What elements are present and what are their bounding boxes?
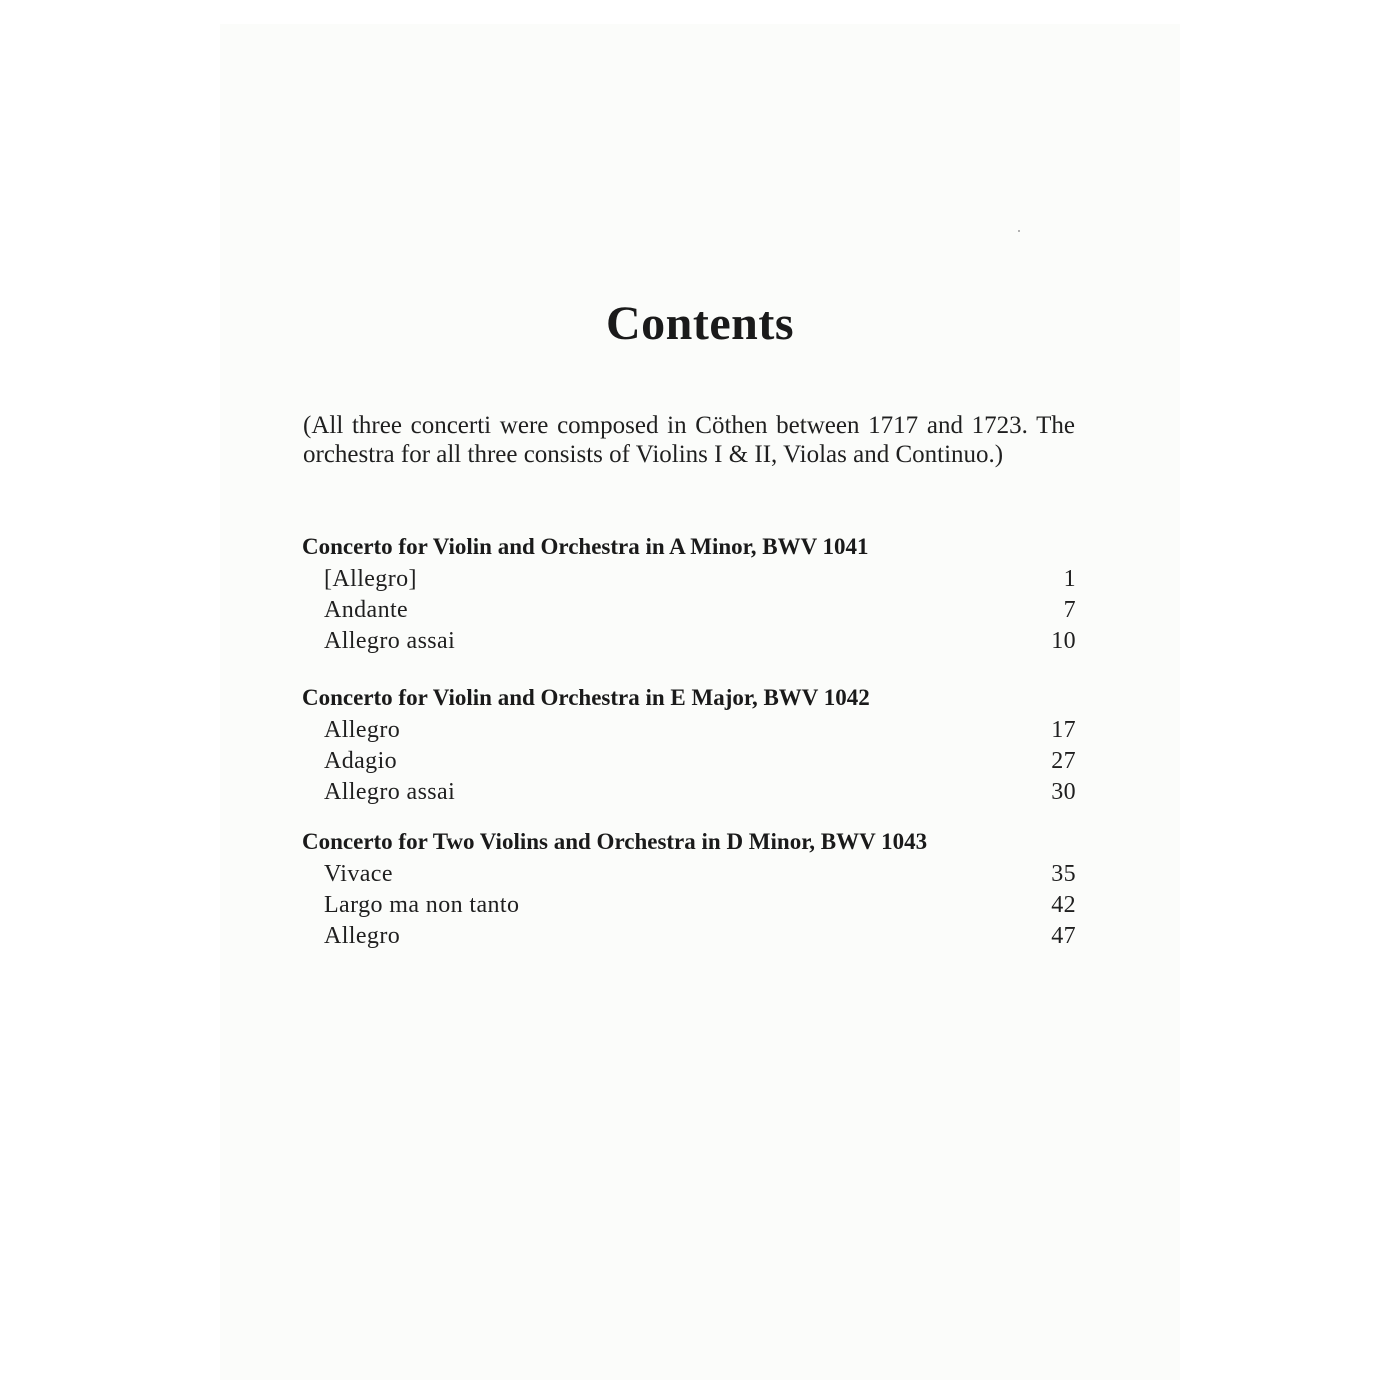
page-number: 17 xyxy=(1051,717,1076,743)
movement-name: Adagio xyxy=(324,748,398,774)
page-number: 30 xyxy=(1051,779,1076,805)
intro-paragraph: (All three concerti were composed in Cöthen between 1717 and 1723. The orchestra for all three consists of Violins I & II, Violas and Continuo.) xyxy=(303,412,1075,468)
movement-name: Allegro assai xyxy=(324,628,456,654)
page-number: 10 xyxy=(1051,628,1076,654)
movement-name: Allegro xyxy=(324,717,401,743)
movement-name: Allegro xyxy=(324,923,401,949)
page-number: 7 xyxy=(1063,597,1076,623)
movement-name: Allegro assai xyxy=(324,779,456,805)
paper-speck xyxy=(1018,230,1020,232)
movement-name: Largo ma non tanto xyxy=(324,892,520,918)
page-title: Contents xyxy=(605,297,794,350)
toc-entry xyxy=(302,595,1076,626)
toc-entry xyxy=(302,890,1076,921)
toc-entry xyxy=(302,859,1076,890)
toc-entry xyxy=(302,715,1076,746)
page-number: 47 xyxy=(1051,923,1076,949)
section-title: Concerto for Violin and Orchestra in E Major, BWV 1042 xyxy=(302,685,870,710)
section-title: Concerto for Two Violins and Orchestra in D Minor, BWV 1043 xyxy=(302,829,928,854)
toc-entry xyxy=(302,777,1076,808)
toc-entry xyxy=(302,564,1076,595)
section-bwv-1041 xyxy=(302,532,1076,657)
movement-name: Andante xyxy=(324,597,409,623)
document-page xyxy=(220,24,1180,1380)
toc-entry xyxy=(302,921,1076,952)
section-bwv-1043 xyxy=(302,827,1076,952)
movement-name: Vivace xyxy=(324,861,393,887)
toc-entry xyxy=(302,746,1076,777)
page-number: 1 xyxy=(1063,566,1076,592)
section-title: Concerto for Violin and Orchestra in A Minor, BWV 1041 xyxy=(302,534,869,559)
page-number: 35 xyxy=(1051,861,1076,887)
section-bwv-1042 xyxy=(302,683,1076,808)
page-number: 42 xyxy=(1051,892,1076,918)
movement-name: [Allegro] xyxy=(324,566,417,592)
page-number: 27 xyxy=(1051,748,1076,774)
toc-entry xyxy=(302,626,1076,657)
